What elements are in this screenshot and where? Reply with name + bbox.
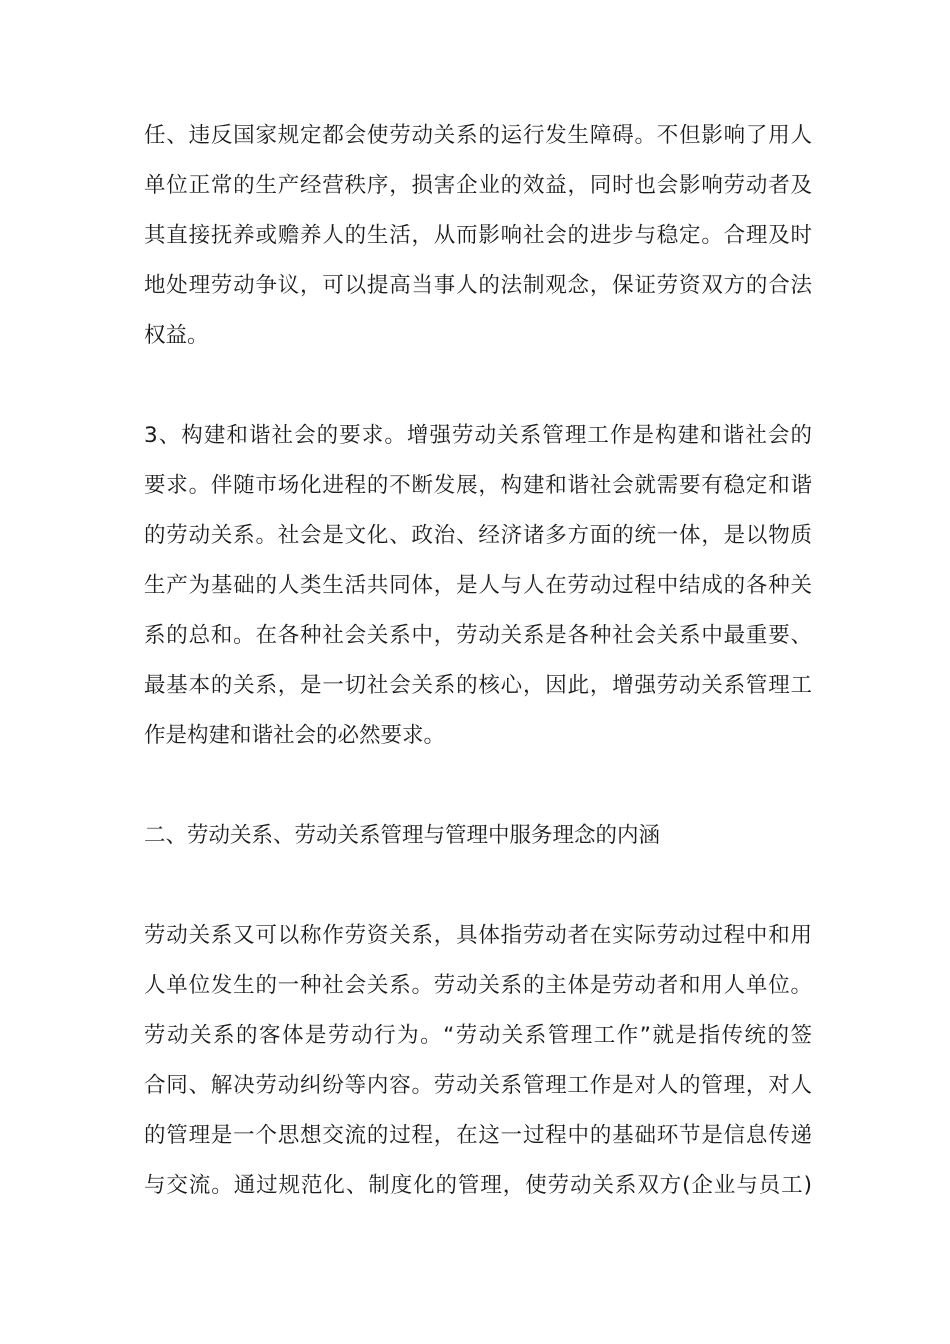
paragraph-harmonious-society	[144, 411, 812, 761]
text-line: 系的总和。在各种社会关系中，劳动关系是各种社会关系中最重要、	[144, 623, 812, 648]
text-line: 任、违反国家规定都会使劳动关系的运行发生障碍。不但影响了用人	[144, 123, 812, 148]
text-line: 的劳动关系。社会是文化、政治、经济诸多方面的统一体，是以物质	[144, 523, 812, 548]
text-line: 劳动关系又可以称作劳资关系，具体指劳动者在实际劳动过程中和用	[144, 923, 812, 948]
paragraph-labor-dispute-impact	[144, 111, 812, 361]
text-line: 与交流。通过规范化、制度化的管理，使劳动关系双方(企业与员工)	[144, 1173, 812, 1198]
text-line: 最基本的关系，是一切社会关系的核心，因此，增强劳动关系管理工	[144, 673, 812, 698]
text-line: 权益。	[144, 323, 209, 348]
text-line: 要求。伴随市场化进程的不断发展，构建和谐社会就需要有稳定和谐	[144, 473, 812, 498]
text-line: 地处理劳动争议，可以提高当事人的法制观念，保证劳资双方的合法	[144, 273, 812, 298]
text-line: 人单位发生的一种社会关系。劳动关系的主体是劳动者和用人单位。	[144, 973, 812, 998]
text-line: 其直接抚养或赡养人的生活，从而影响社会的进步与稳定。合理及时	[144, 223, 812, 248]
text-line: 单位正常的生产经营秩序，损害企业的效益，同时也会影响劳动者及	[144, 173, 812, 198]
text-line: 3、构建和谐社会的要求。增强劳动关系管理工作是构建和谐社会的	[144, 423, 812, 448]
text-line: 的管理是一个思想交流的过程，在这一过程中的基础环节是信息传递	[144, 1123, 812, 1148]
text-line: 生产为基础的人类生活共同体，是人与人在劳动过程中结成的各种关	[144, 573, 812, 598]
text-line: 作是构建和谐社会的必然要求。	[144, 723, 446, 748]
text-line: 劳动关系的客体是劳动行为。“劳动关系管理工作”就是指传统的签	[144, 1023, 812, 1048]
paragraph-labor-relations-definition	[144, 911, 812, 1211]
text-line: 合同、解决劳动纠纷等内容。劳动关系管理工作是对人的管理，对人	[144, 1073, 812, 1098]
heading-text: 二、劳动关系、劳动关系管理与管理中服务理念的内涵	[144, 823, 661, 848]
section-heading	[144, 811, 812, 861]
